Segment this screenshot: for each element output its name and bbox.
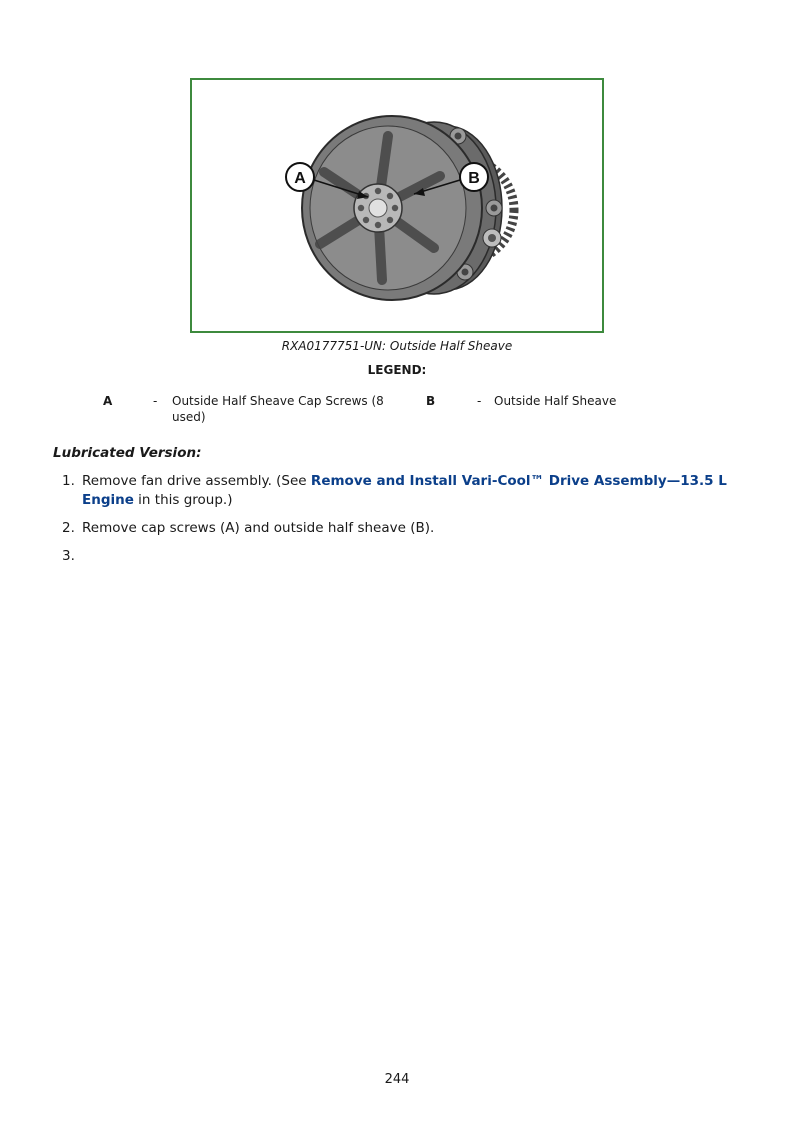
figure-caption: RXA0177751-UN: Outside Half Sheave: [281, 339, 513, 353]
procedure-steps: [62, 472, 742, 575]
step-text: in this group.): [133, 492, 233, 508]
page-number: 244: [384, 1072, 410, 1087]
legend-desc: Outside Half Sheave: [494, 394, 617, 408]
cross-reference-link[interactable]: Remove and Install Vari-Cool™ Drive Assembly—13.5 L Engine: [82, 473, 727, 508]
legend-key: A: [103, 394, 113, 408]
legend-desc-line: Outside Half Sheave Cap Screws (8: [172, 394, 384, 408]
section-heading: Lubricated Version:: [53, 445, 202, 461]
callout-b-label: B: [468, 170, 480, 187]
step-text: Remove fan drive assembly. (See: [82, 473, 311, 489]
callout-a-label: A: [294, 170, 306, 187]
legend-key: B: [426, 394, 436, 408]
legend-desc: [172, 393, 392, 425]
legend-desc-line: used): [172, 410, 206, 424]
sheave-illustration: [192, 80, 602, 331]
step-number: 3.: [62, 548, 75, 564]
legend-dash: -: [153, 394, 158, 408]
figure-frame: [190, 78, 604, 333]
legend-title: LEGEND:: [367, 363, 427, 377]
list-item: [62, 472, 742, 510]
step-text: Remove cap screws (A) and outside half sheave (B).: [82, 520, 435, 536]
list-item: [62, 519, 742, 538]
list-item: [62, 547, 742, 566]
legend-dash: -: [477, 394, 482, 408]
step-number: 1.: [62, 473, 75, 489]
step-number: 2.: [62, 520, 75, 536]
